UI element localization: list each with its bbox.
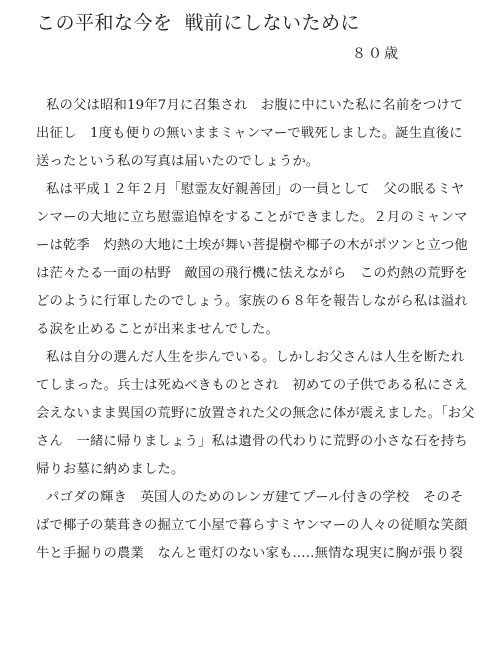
author-age: ８０歳: [352, 46, 400, 62]
body-line: 出征し 1度も便りの無いままミャンマーで戦死しました。誕生直後に: [36, 126, 463, 141]
body-line: 帰りお墓に納めました。: [36, 462, 185, 477]
body-line: 牛と手掘りの農業 なんと電灯のない家も.....無情な現実に胸が張り裂: [36, 546, 464, 561]
essay-title: [36, 10, 360, 36]
body-line: ンマーの大地に立ち慰霊追悼をすることができました。２月のミャンマ: [36, 210, 468, 225]
body-line: る涙を止めることが出来ませんでした。: [36, 322, 279, 337]
essay-body: [36, 92, 476, 568]
body-line: パゴダの輝き 英国人のためのレンガ建てプール付きの学校 そのそ: [46, 490, 464, 505]
body-line: 私の父は昭和19年7月に召集され お腹に中にいた私に名前をつけて: [46, 98, 464, 113]
body-line: ばで椰子の葉葺きの掘立て小屋で暮らすミヤンマーの人々の従順な笑顔: [36, 518, 468, 533]
body-line: さん 一緒に帰りましょう」私は遺骨の代わりに荒野の小さな石を持ち: [36, 434, 468, 449]
essay-title-part-1: この平和な今を: [36, 12, 173, 34]
body-line: ーは乾季 灼熱の大地に土埃が舞い菩提樹や椰子の木がポツンと立つ他: [36, 238, 468, 253]
essay-title-part-2: 戦前にしないために: [184, 12, 361, 34]
body-line: は茫々たる一面の枯野 敵国の飛行機に怯えながら この灼熱の荒野を: [36, 266, 468, 281]
body-line: 送ったという私の写真は届いたのでしょうか。: [36, 154, 320, 169]
body-line: どのように行軍したのでしょう。家族の６８年を報告しながら私は溢れ: [36, 294, 468, 309]
body-line: 私は平成１２年２月「慰霊友好親善団」の一員として 父の眠るミヤ: [46, 182, 465, 197]
body-line: てしまった。兵士は死ぬべきものとされ 初めての子供である私にさえ: [36, 378, 468, 393]
body-line: 私は自分の選んだ人生を歩んでいる。しかしお父さんは人生を断たれ: [46, 350, 465, 365]
body-line: 会えないまま異国の荒野に放置された父の無念に体が震えました。「お父: [36, 406, 475, 421]
